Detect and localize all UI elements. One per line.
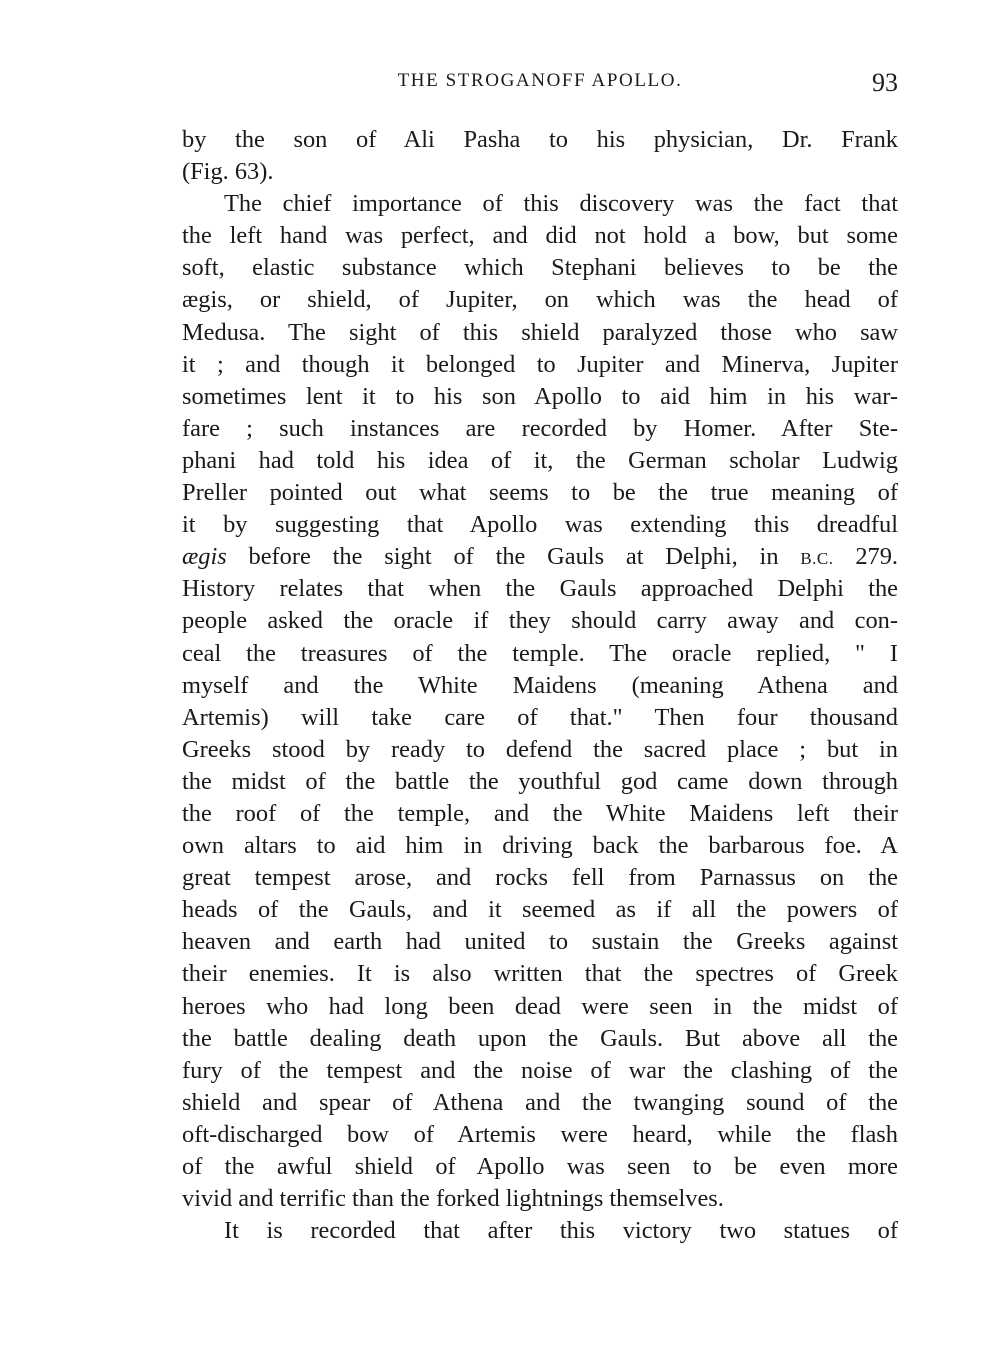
small-caps-era: B.C. — [800, 549, 834, 569]
line-tail: 279. — [833, 543, 898, 571]
text-line: oft-discharged bow of Artemis were heard, while the flash — [182, 1120, 898, 1148]
text-line: Preller pointed out what seems to be the true meaning of — [182, 479, 898, 507]
text-line: their enemies. It is also written that the spectres of Greek — [182, 960, 898, 988]
text-line: people asked the oracle if they should carry away and con- — [182, 607, 898, 635]
text-line: heaven and earth had united to sustain the Greeks against — [182, 928, 898, 956]
text-line: phani had told his idea of it, the German scholar Ludwig — [182, 446, 898, 474]
text-line: It is recorded that after this victory two statues of — [224, 1217, 898, 1245]
text-line: fury of the tempest and the noise of war the clashing of the — [182, 1056, 898, 1084]
text-line: shield and spear of Athena and the twanging sound of the — [182, 1088, 898, 1116]
text-line — [182, 541, 898, 573]
text-line: by the son of Ali Pasha to his physician, Dr. Frank — [182, 126, 898, 153]
text-line: History relates that when the Gauls approached Delphi the — [182, 575, 898, 603]
text-line: sometimes lent it to his son Apollo to aid him in his war- — [182, 382, 898, 410]
text-line: fare ; such instances are recorded by Homer. After Ste- — [182, 414, 898, 442]
text-line: vivid and terrific than the forked lightnings themselves. — [182, 1185, 724, 1213]
italic-term: ægis — [182, 543, 227, 571]
line-text: before the sight of the Gauls at Delphi, in — [226, 543, 801, 571]
running-title: THE STROGANOFF APOLLO. — [397, 70, 683, 91]
text-line: The chief importance of this discovery was the fact that — [224, 190, 898, 218]
text-line: (Fig. 63). — [182, 158, 274, 186]
text-line: heads of the Gauls, and it seemed as if all the powers of — [182, 896, 898, 924]
text-line: the battle dealing death upon the Gauls. But above all the — [182, 1024, 898, 1052]
text-line: it ; and though it belonged to Jupiter and Minerva, Jupiter — [182, 350, 898, 378]
text-line: myself and the White Maidens (meaning Athena and — [182, 671, 898, 699]
text-line: own altars to aid him in driving back the barbarous foe. A — [182, 832, 898, 860]
text-line: the left hand was perfect, and did not hold a bow, but some — [182, 222, 898, 250]
text-line: heroes who had long been dead were seen in the midst of — [182, 992, 898, 1020]
text-line: Artemis) will take care of that." Then four thousand — [182, 703, 898, 731]
text-line: soft, elastic substance which Stephani believes to be the — [182, 254, 898, 282]
text-line: the roof of the temple, and the White Maidens left their — [182, 799, 898, 827]
text-line: ceal the treasures of the temple. The oracle replied, " I — [182, 639, 898, 667]
text-line: Medusa. The sight of this shield paralyzed those who saw — [182, 318, 898, 346]
text-line: ægis, or shield, of Jupiter, on which was the head of — [182, 286, 898, 314]
text-line: the midst of the battle the youthful god came down through — [182, 767, 898, 795]
page-number: 93 — [872, 68, 898, 97]
running-head — [182, 68, 898, 108]
text-line: great tempest arose, and rocks fell from Parnassus on the — [182, 864, 898, 892]
text-line: it by suggesting that Apollo was extending this dreadful — [182, 511, 898, 539]
body-text — [182, 124, 898, 1247]
text-line: of the awful shield of Apollo was seen to be even more — [182, 1153, 898, 1180]
text-line: Greeks stood by ready to defend the sacred place ; but in — [182, 735, 898, 763]
